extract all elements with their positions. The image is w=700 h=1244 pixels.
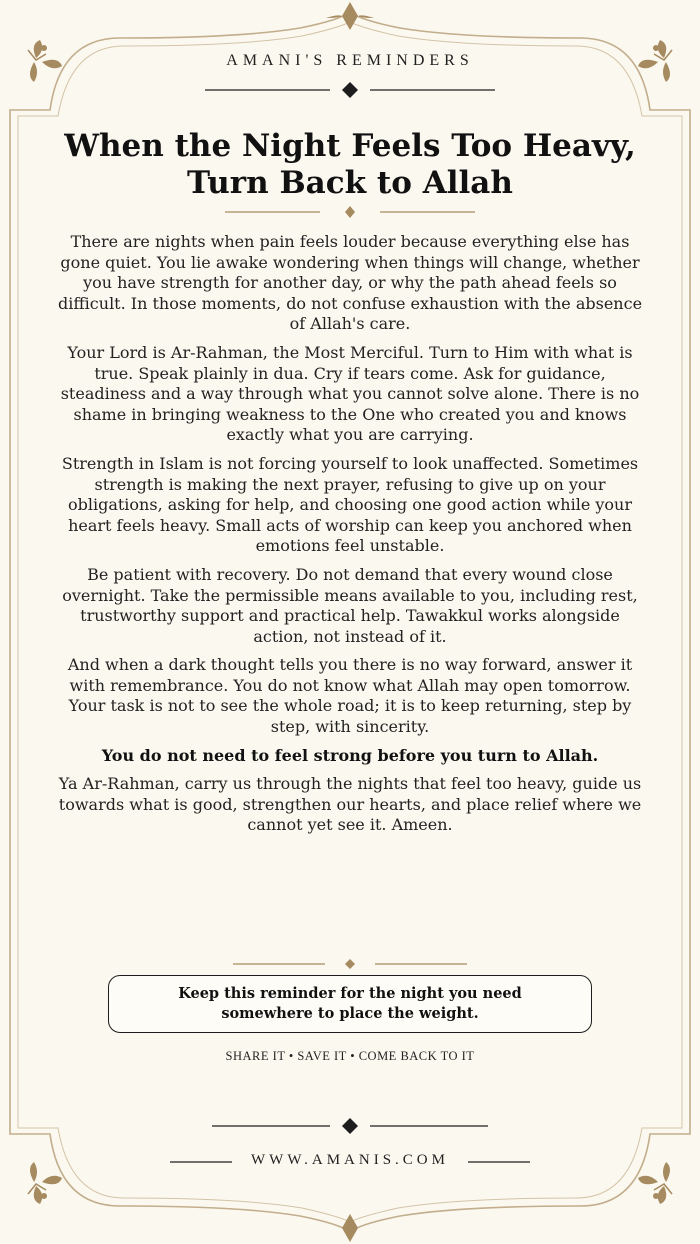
top-frame-ornament [326, 2, 374, 30]
footer-divider [212, 1118, 488, 1134]
reminder-body [52, 232, 648, 844]
callout-divider [233, 959, 467, 969]
paragraph: There are nights when pain feels louder because everything else has gone quiet. You lie awake wondering when things will change, whether you have strength for another day, or why the path ahead feels so difficult. In those moments, do not confuse exhaustion with the absence of Allah's care. [57, 232, 643, 334]
brand-divider [205, 82, 495, 98]
website-link[interactable]: WWW.AMANIS.COM [251, 1152, 449, 1168]
bottom-frame-ornament [342, 1214, 358, 1242]
paragraph: Be patient with recovery. Do not demand that every wound close overnight. Take the permissible means available to you, including rest, trustworthy support and practical help. Tawakkul works alongside action, not instead of it. [62, 564, 638, 646]
brand-name: AMANI'S REMINDERS [226, 52, 474, 69]
callout-box [108, 975, 592, 1033]
callout-text: Keep this reminder for the night you need somewhere to place the weight. [178, 985, 522, 1022]
share-line: SHARE IT • SAVE IT • COME BACK TO IT [225, 1049, 475, 1063]
paragraph: Your Lord is Ar-Rahman, the Most Merciful. Turn to Him with what is true. Speak plainly in dua. Cry if tears come. Ask for guidance, steadiness and a way through what you cannot solve alone. There is no shame in bringing weakness to the One who created you and knows exactly what you are carrying. [60, 342, 640, 445]
dua-paragraph: Ya Ar-Rahman, carry us through the nights that feel too heavy, guide us towards what is good, strengthen our hearts, and place relief where we cannot yet see it. Ameen. [58, 774, 642, 835]
title-divider [225, 206, 475, 218]
page-title: When the Night Feels Too Heavy, Turn Back to Allah [64, 128, 636, 201]
paragraph: And when a dark thought tells you there is no way forward, answer it with remembrance. You do not know what Allah may open tomorrow. Your task is not to see the whole road; it is to keep returning, step by step, with sincerity. [67, 655, 633, 737]
emphasis-line: You do not need to feel strong before you turn to Allah. [101, 745, 599, 765]
paragraph: Strength in Islam is not forcing yourself to look unaffected. Sometimes strength is making the next prayer, refusing to give up on your obligations, asking for help, and choosing one good action while your heart feels heavy. Small acts of worship can keep you anchored when emotions feel unstable. [61, 453, 639, 556]
